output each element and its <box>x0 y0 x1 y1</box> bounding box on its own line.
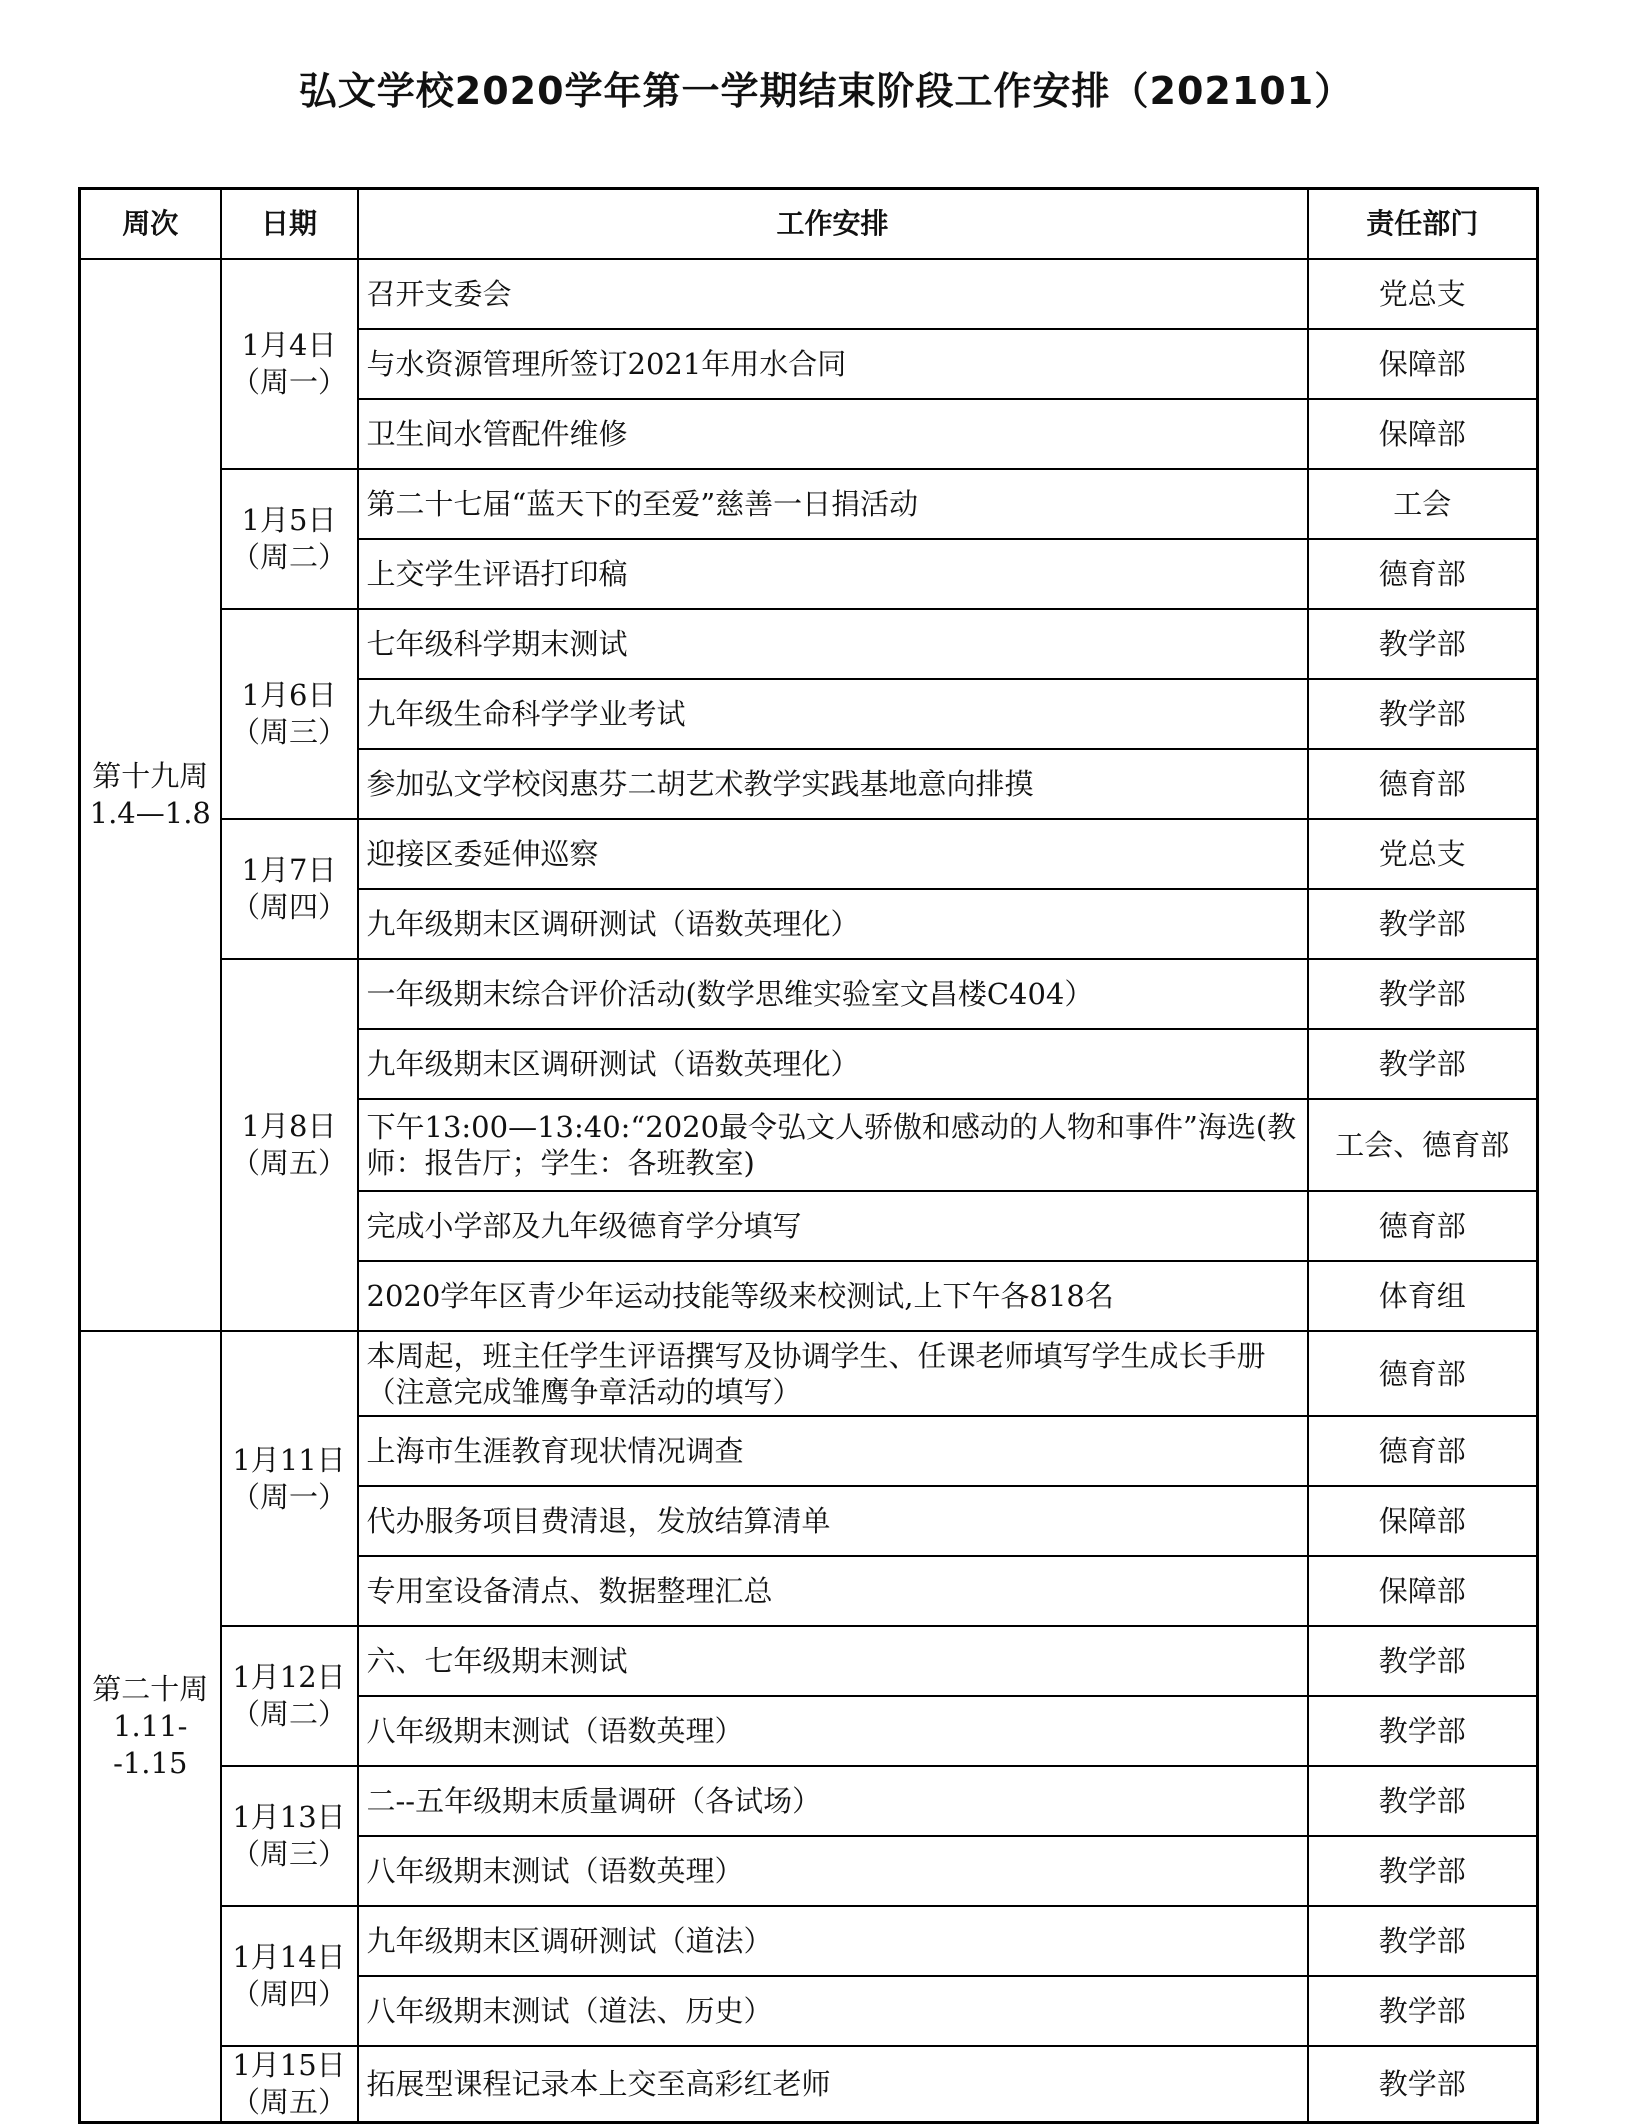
dept-cell: 党总支 <box>1308 259 1538 329</box>
dept-cell: 保障部 <box>1308 329 1538 399</box>
task-cell: 九年级期末区调研测试（语数英理化） <box>358 889 1308 959</box>
dept-cell: 教学部 <box>1308 679 1538 749</box>
header-dept: 责任部门 <box>1308 189 1538 260</box>
date-label: 1月13日 <box>232 1800 346 1834</box>
task-cell: 2020学年区青少年运动技能等级来校测试,上下午各818名 <box>358 1261 1308 1331</box>
task-cell: 上海市生涯教育现状情况调查 <box>358 1416 1308 1486</box>
date-cell <box>221 259 358 469</box>
table-row <box>80 259 1538 329</box>
date-cell <box>221 1906 358 2046</box>
table-row <box>80 1766 1538 1836</box>
date-cell <box>221 469 358 609</box>
weekday-label: （周四） <box>230 890 347 924</box>
week-range: 1.11--1.15 <box>113 1709 188 1780</box>
dept-cell: 教学部 <box>1308 1626 1538 1696</box>
task-cell: 九年级期末区调研测试（道法） <box>358 1906 1308 1976</box>
weekday-label: （周一） <box>230 1479 347 1514</box>
page-title: 弘文学校2020学年第一学期结束阶段工作安排（202101） <box>298 69 1354 113</box>
task-cell: 召开支委会 <box>358 259 1308 329</box>
header-week: 周次 <box>80 189 221 260</box>
week-label: 第十九周 <box>92 759 209 793</box>
date-label: 1月6日 <box>241 678 337 712</box>
dept-cell: 德育部 <box>1308 539 1538 609</box>
task-cell: 八年级期末测试（道法、历史） <box>358 1976 1308 2046</box>
dept-cell: 教学部 <box>1308 1766 1538 1836</box>
task-cell: 与水资源管理所签订2021年用水合同 <box>358 329 1308 399</box>
date-label: 1月5日 <box>241 503 337 537</box>
week-cell <box>80 259 221 1331</box>
task-cell: 八年级期末测试（语数英理） <box>358 1836 1308 1906</box>
task-cell: 八年级期末测试（语数英理） <box>358 1696 1308 1766</box>
dept-cell: 德育部 <box>1308 749 1538 819</box>
dept-cell: 工会 <box>1308 469 1538 539</box>
dept-cell: 教学部 <box>1308 1976 1538 2046</box>
date-label: 1月11日 <box>232 1442 346 1477</box>
task-cell: 迎接区委延伸巡察 <box>358 819 1308 889</box>
week-label: 第二十周 <box>92 1672 209 1706</box>
week-cell <box>80 1331 221 2123</box>
weekday-label: （周三） <box>230 1837 347 1871</box>
dept-cell: 教学部 <box>1308 1696 1538 1766</box>
table-row <box>80 1906 1538 1976</box>
dept-cell: 教学部 <box>1308 2046 1538 2123</box>
weekday-label: （周三） <box>230 715 347 749</box>
dept-cell: 教学部 <box>1308 1836 1538 1906</box>
date-cell <box>221 1626 358 1766</box>
dept-cell: 教学部 <box>1308 889 1538 959</box>
task-cell: 下午13:00—13:40:“2020最令弘文人骄傲和感动的人物和事件”海选(教师：报告厅；学生：各班教室) <box>358 1099 1308 1191</box>
task-cell: 拓展型课程记录本上交至高彩红老师 <box>358 2046 1308 2123</box>
task-cell: 卫生间水管配件维修 <box>358 399 1308 469</box>
table-row <box>80 609 1538 679</box>
dept-cell: 教学部 <box>1308 959 1538 1029</box>
dept-cell: 教学部 <box>1308 1029 1538 1099</box>
task-cell: 上交学生评语打印稿 <box>358 539 1308 609</box>
task-cell: 九年级生命科学学业考试 <box>358 679 1308 749</box>
dept-cell: 工会、德育部 <box>1308 1099 1538 1191</box>
task-cell: 二--五年级期末质量调研（各试场） <box>358 1766 1308 1836</box>
weekday-label: （周二） <box>230 540 347 574</box>
dept-cell: 党总支 <box>1308 819 1538 889</box>
task-cell: 完成小学部及九年级德育学分填写 <box>358 1191 1308 1261</box>
date-cell <box>221 609 358 819</box>
date-label: 1月14日 <box>232 1940 346 1974</box>
task-cell: 参加弘文学校闵惠芬二胡艺术教学实践基地意向排摸 <box>358 749 1308 819</box>
header-task: 工作安排 <box>358 189 1308 260</box>
date-label: 1月8日 <box>241 1109 337 1143</box>
dept-cell: 保障部 <box>1308 1556 1538 1626</box>
dept-cell: 德育部 <box>1308 1416 1538 1486</box>
dept-cell: 德育部 <box>1308 1191 1538 1261</box>
table-row <box>80 469 1538 539</box>
week-range: 1.4—1.8 <box>89 796 211 830</box>
date-cell <box>221 959 358 1331</box>
dept-cell: 教学部 <box>1308 1906 1538 1976</box>
header-date: 日期 <box>221 189 358 260</box>
dept-cell: 教学部 <box>1308 609 1538 679</box>
weekday-label: （周一） <box>230 365 347 399</box>
dept-cell: 体育组 <box>1308 1261 1538 1331</box>
schedule-body <box>80 259 1538 2123</box>
date-label: 1月4日 <box>241 328 337 362</box>
date-cell <box>221 1331 358 1626</box>
date-label: 1月7日 <box>241 853 337 887</box>
date-label: 1月12日 <box>232 1660 346 1694</box>
table-row <box>80 819 1538 889</box>
task-cell: 代办服务项目费清退，发放结算清单 <box>358 1486 1308 1556</box>
task-cell: 专用室设备清点、数据整理汇总 <box>358 1556 1308 1626</box>
task-cell: 一年级期末综合评价活动(数学思维实验室文昌楼C404） <box>358 959 1308 1029</box>
date-cell <box>221 819 358 959</box>
dept-cell: 保障部 <box>1308 1486 1538 1556</box>
date-label: 1月15日 <box>232 2048 346 2082</box>
weekday-label: （周二） <box>230 1697 347 1731</box>
date-cell <box>221 1766 358 1906</box>
table-row <box>80 1331 1538 1416</box>
weekday-label: （周五） <box>230 1146 347 1180</box>
weekday-label: （周四） <box>230 1977 347 2011</box>
table-row <box>80 2046 1538 2123</box>
task-cell: 七年级科学期末测试 <box>358 609 1308 679</box>
task-cell: 本周起，班主任学生评语撰写及协调学生、任课老师填写学生成长手册（注意完成雏鹰争章活动的填写） <box>358 1331 1308 1416</box>
task-cell: 六、七年级期末测试 <box>358 1626 1308 1696</box>
weekday-label: （周五） <box>230 2085 347 2119</box>
dept-cell: 保障部 <box>1308 399 1538 469</box>
date-cell <box>221 2046 358 2123</box>
dept-cell: 德育部 <box>1308 1331 1538 1416</box>
table-row <box>80 1626 1538 1696</box>
schedule-table <box>78 187 1539 2124</box>
task-cell: 九年级期末区调研测试（语数英理化） <box>358 1029 1308 1099</box>
table-row <box>80 959 1538 1029</box>
task-cell: 第二十七届“蓝天下的至爱”慈善一日捐活动 <box>358 469 1308 539</box>
